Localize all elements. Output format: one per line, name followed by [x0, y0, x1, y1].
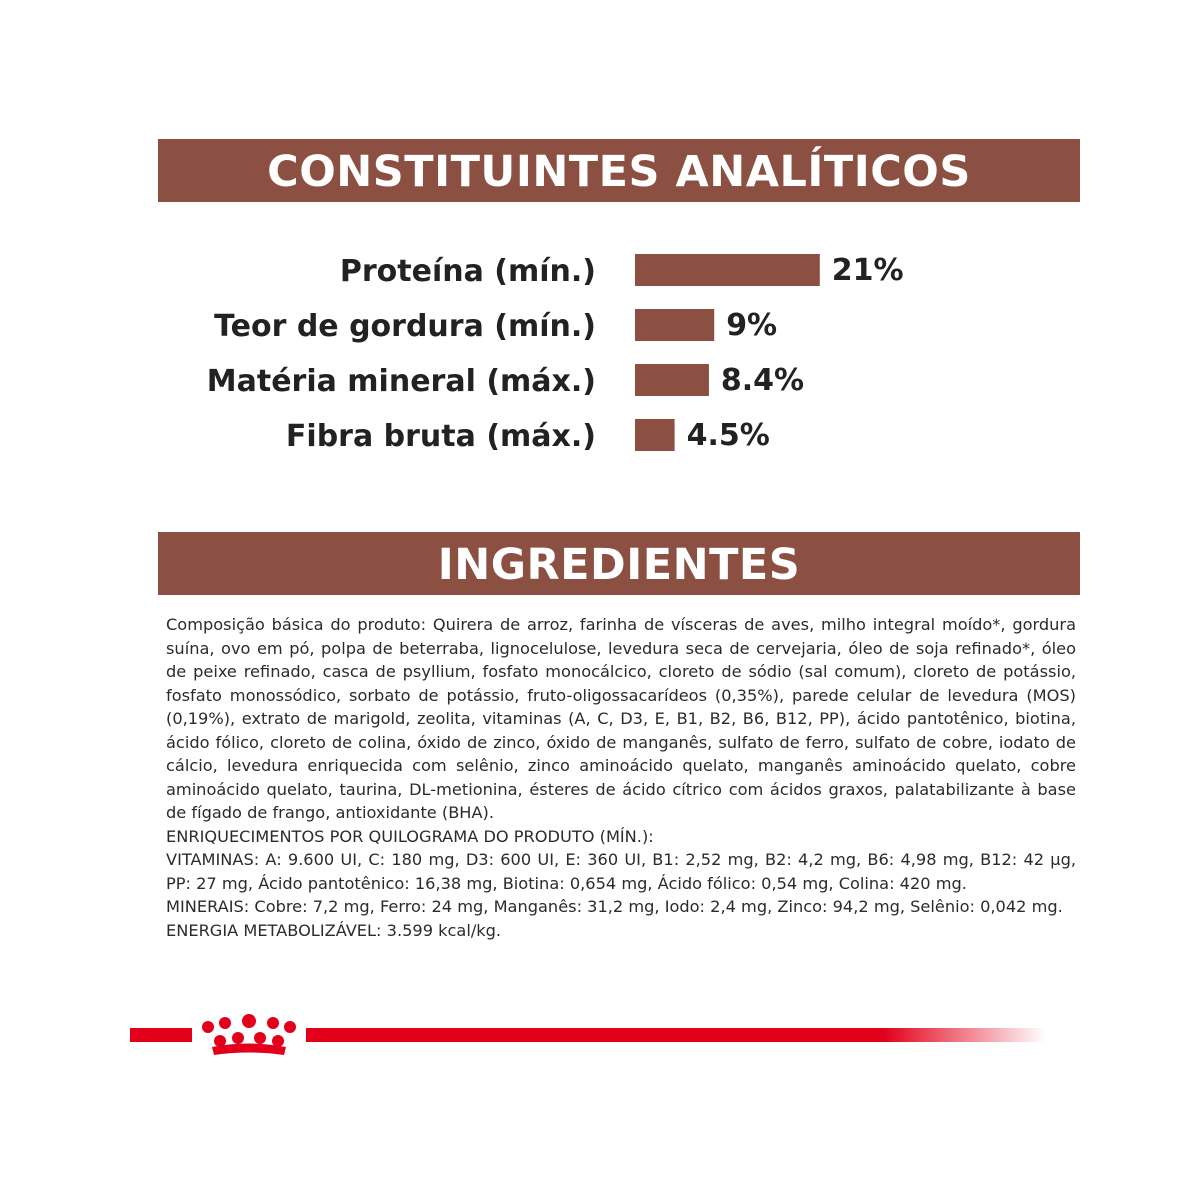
- bar: [635, 419, 675, 451]
- brand-footer: [0, 1010, 1200, 1070]
- vitamins-list: VITAMINAS: A: 9.600 UI, C: 180 mg, D3: 600 UI, E: 360 UI, B1: 2,52 mg, B2: 4,2 mg, B6: 4,98 mg, B12: 42 µg, PP: 27 mg, Ácido pantotênico: 16,38 mg, Biotina: 0,654 mg, Ácido fólico: 0,54 mg, Colina: 420 mg.: [166, 850, 1076, 893]
- value-label: 8.4%: [720, 363, 805, 398]
- bar: [635, 364, 709, 396]
- ingredients-block: [166, 613, 1076, 942]
- ingredients-header: INGREDIENTES: [158, 532, 1080, 595]
- bar: [635, 309, 714, 341]
- footer-red-line-right: [306, 1028, 1046, 1042]
- category-label: Teor de gordura (mín.): [214, 309, 596, 344]
- minerals-list: MINERAIS: Cobre: 7,2 mg, Ferro: 24 mg, Manganês: 31,2 mg, Iodo: 2,4 mg, Zinco: 94,2 mg, Selênio: 0,042 mg.: [166, 897, 1063, 916]
- value-label: 21%: [831, 253, 904, 288]
- enrichment-title: ENRIQUECIMENTOS POR QUILOGRAMA DO PRODUTO (MÍN.):: [166, 826, 654, 846]
- crown-logo-icon: [202, 1014, 296, 1055]
- footer-red-line-left: [130, 1028, 192, 1042]
- value-label: 9%: [726, 308, 778, 343]
- category-label: Fibra bruta (máx.): [285, 419, 596, 454]
- analytic-constituents-header: CONSTITUINTES ANALÍTICOS: [158, 139, 1080, 202]
- category-label: Proteína (mín.): [339, 254, 596, 289]
- ingredients-composition: Composição básica do produto: Quirera de arroz, farinha de vísceras de aves, milho integral moído*, gordura suína, ovo em pó, polpa de beterraba, lignocelulose, levedura seca de cervejaria, óleo de soja refinado*, óleo de peixe refinado, casca de psyllium, fosfato monocálcico, cloreto de sódio (sal comum), cloreto de potássio, fosfato monossódico, sorbato de potássio, fruto-oligossacarídeos (0,35%), parede celular de levedura (MOS) (0,19%), extrato de marigold, zeolita, vitaminas (A, C, D3, E, B1, B2, B6, B12, PP), ácido pantotênico, biotina, ácido fólico, cloreto de colina, óxido de zinco, óxido de manganês, sulfato de ferro, sulfato de cobre, iodato de cálcio, levedura enriquecida com selênio, zinco aminoácido quelato, manganês aminoácido quelato, cobre aminoácido quelato, taurina, DL-metionina, ésteres de ácido cítrico com ácidos graxos, palatabilizante à base de fígado de frango, antioxidante (BHA).: [166, 615, 1076, 822]
- category-label: Matéria mineral (máx.): [206, 364, 596, 399]
- value-label: 4.5%: [686, 418, 770, 453]
- bar: [635, 254, 820, 286]
- metabolizable-energy: ENERGIA METABOLIZÁVEL: 3.599 kcal/kg.: [166, 920, 502, 940]
- analytic-bar-chart: [0, 230, 1200, 480]
